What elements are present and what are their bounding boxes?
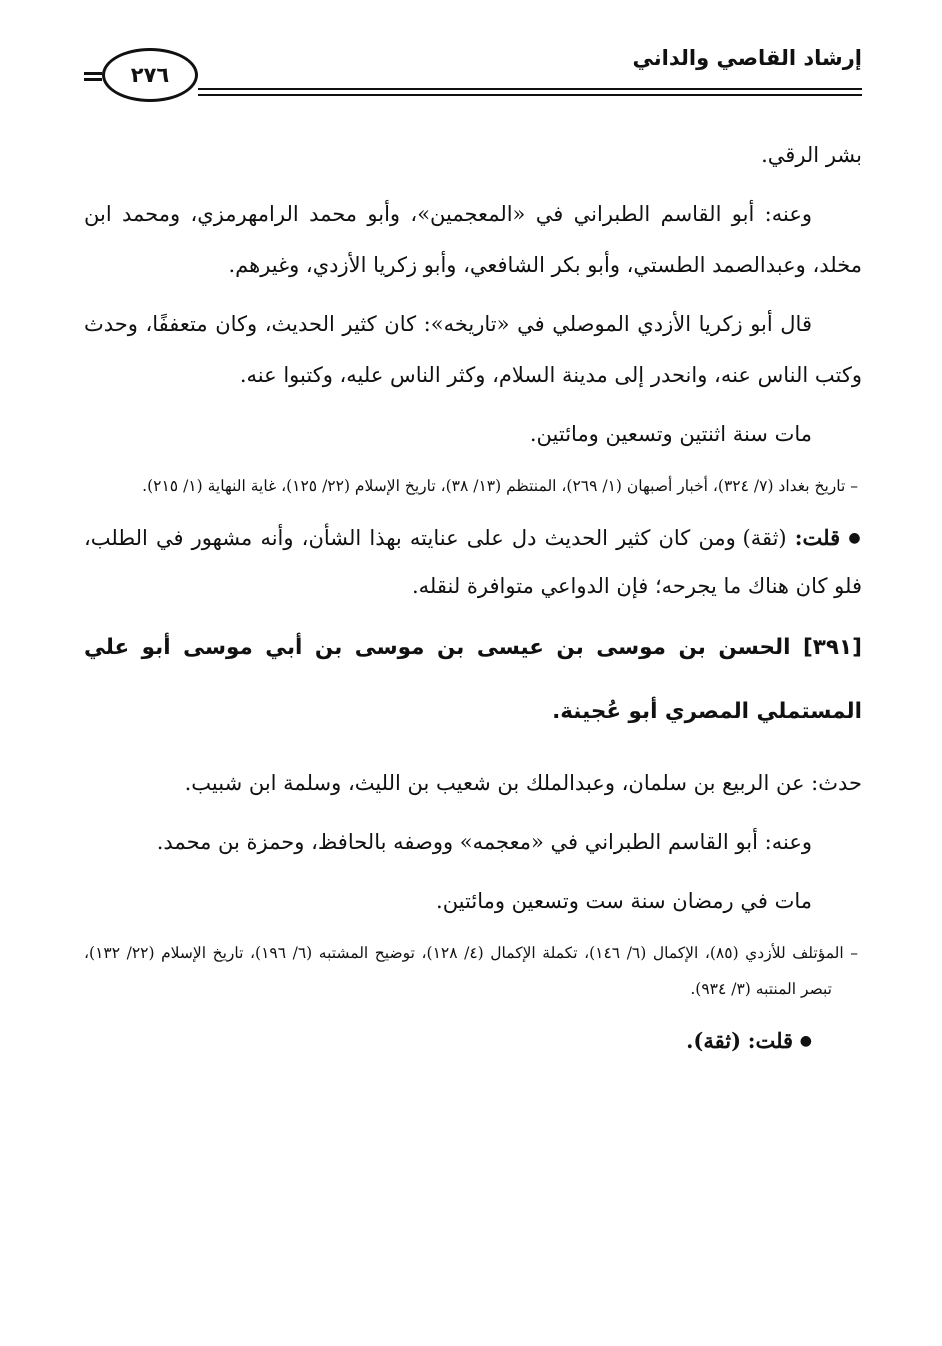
sources-footnote: – تاريخ بغداد (٧/ ٣٢٤)، أخبار أصبهان (١/ ٢٦٩)، المنتظم (١٣/ ٣٨)، تاريخ الإسلام (٢٢/ ١٢٥)، غاية النهاية (١/ ٢١٥). [142, 477, 858, 495]
students-paragraph: وعنه: أبو القاسم الطبراني في «المعجمين»، وأبو محمد الرامهرمزي، ومحمد ابن مخلد، وعبدالصمد الطستي، وأبو بكر الشافعي، وأبو زكريا الأزدي، وغيرهم. [84, 202, 862, 277]
header-rule [198, 88, 862, 90]
header-ornament-bar [84, 78, 102, 81]
running-title: إرشاد القاصي والداني [632, 46, 862, 70]
page-number: ٢٧٦ [130, 63, 170, 87]
remark-text: (ثقة). [686, 1028, 742, 1053]
header-rule [198, 94, 862, 96]
remark-label: قلت: [747, 1028, 794, 1053]
header-ornament-bar [84, 72, 102, 75]
page-number-badge [102, 48, 198, 102]
page-header [84, 38, 862, 108]
students-paragraph: وعنه: أبو القاسم الطبراني في «معجمه» ووصفه بالحافظ، وحمزة بن محمد. [156, 830, 812, 854]
entry-heading: [٣٩١] الحسن بن موسى بن عيسى بن موسى بن أبي موسى أبو علي المستملي المصري أبو عُجينة. [84, 635, 862, 724]
death-paragraph: مات في رمضان سنة ست وتسعين ومائتين. [436, 889, 812, 913]
remark-label: قلت: [794, 525, 841, 550]
remark-text: (ثقة) ومن كان كثير الحديث دل على عنايته بهذا الشأن، وأنه مشهور في الطلب، فلو كان هناك ما يجرحه؛ فإن الدواعي متوافرة لنقله. [84, 526, 862, 598]
teachers-paragraph: حدث: عن الربيع بن سلمان، وعبدالملك بن شعيب بن الليث، وسلمة ابن شبيب. [184, 771, 862, 795]
death-paragraph: مات سنة اثنتين وتسعين ومائتين. [529, 422, 812, 446]
quote-paragraph: قال أبو زكريا الأزدي الموصلي في «تاريخه»: كان كثير الحديث، وكان متعففًا، وحدث وكتب الناس عنه، وانحدر إلى مدينة السلام، وكثر الناس عليه، وكتبوا عنه. [84, 312, 862, 387]
continued-line: بشر الرقي. [761, 143, 862, 167]
remark-paragraph [84, 1017, 862, 1065]
bullet-icon: ● [799, 1033, 812, 1049]
remark-paragraph [84, 514, 862, 610]
bullet-icon: ● [848, 530, 863, 546]
sources-footnote: – المؤتلف للأزدي (٨٥)، الإكمال (٦/ ١٤٦)، تكملة الإكمال (٤/ ١٢٨)، توضيح المشتبه (٦/ ١٩٦)، تاريخ الإسلام (٢٢/ ١٣٢)، تبصر المنتبه (٣/ ٩٣٤). [84, 944, 859, 998]
page-body [84, 130, 862, 1071]
